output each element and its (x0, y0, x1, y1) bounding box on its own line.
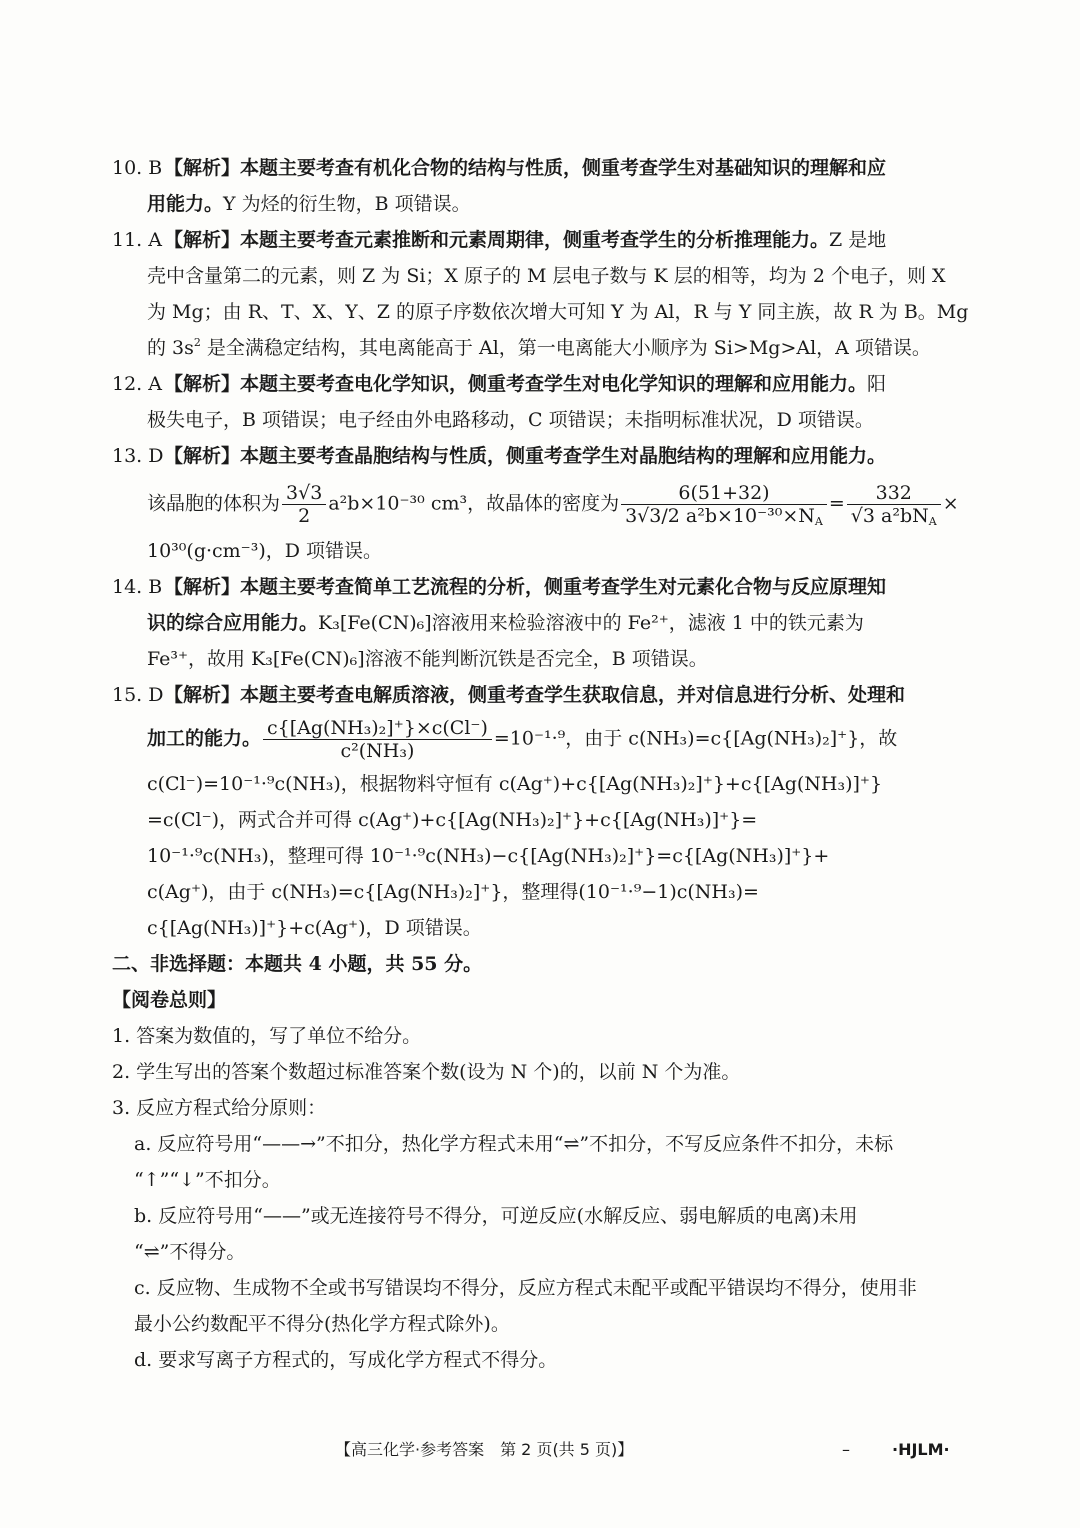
question-14 (112, 569, 970, 677)
subrule-c: c. 反应物、生成物不全或书写错误均不得分，反应方程式未配平或配平错误均不得分，使用非 (134, 1277, 917, 1299)
analysis-text: c{[Ag(NH₃)]⁺}+c(Ag⁺)，D 项错误。 (147, 917, 482, 939)
fraction-denominator (847, 505, 941, 527)
question-number: 15. D (112, 684, 164, 706)
analysis-text: 是全满稳定结构，其电离能高于 Al，第一电离能大小顺序为 Si>Mg>Al，A 项错误。 (200, 337, 931, 359)
analysis-text: 壳中含量第二的元素，则 Z 为 Si；X 原子的 M 层电子数与 K 层的相等，均为 2 个电子，则 X (147, 265, 946, 287)
analysis-text: 10³⁰(g·cm⁻³)，D 项错误。 (147, 540, 383, 562)
fraction (621, 482, 827, 527)
question-11 (112, 222, 970, 366)
subrule-c-cont: 最小公约数配平不得分(热化学方程式除外)。 (134, 1313, 510, 1335)
analysis-text: =c(Cl⁻)，两式合并可得 c(Ag⁺)+c{[Ag(NH₃)₂]⁺}+c{[Ag(NH₃)]⁺}= (147, 809, 758, 831)
analysis-text: 极失电子，B 项错误；电子经由外电路移动，C 项错误；未指明标准状况，D 项错误。 (147, 409, 874, 431)
subscript: A (814, 515, 823, 528)
question-13 (112, 438, 970, 569)
question-number: 14. B (112, 576, 163, 598)
subrule-a-cont: “↑”“↓”不扣分。 (134, 1169, 281, 1191)
analysis-tag: 【解析】 (164, 157, 241, 179)
equation-scoring-rules (112, 1126, 970, 1378)
question-number: 12. A (112, 373, 162, 395)
analysis-text: K₃[Fe(CN)₆]溶液用来检验溶液中的 Fe²⁺，滤液 1 中的铁元素为 (318, 612, 864, 634)
formula-text: 该晶胞的体积为 (147, 492, 281, 515)
analysis-lead: 本题主要考查有机化合物的结构与性质，侧重考查学生对基础知识的理解和应 (240, 157, 887, 179)
superscript: 2 (193, 336, 201, 349)
question-12 (112, 366, 970, 438)
analysis-lead: 本题主要考查元素推断和元素周期律，侧重考查学生的分析推理能力。 (240, 229, 830, 251)
fraction (263, 717, 492, 762)
analysis-text: 为 Mg；由 R、T、X、Y、Z 的原子序数依次增大可知 Y 为 Al，R 与 Y 同主族，故 R 为 B。Mg (147, 301, 969, 323)
subrule-b-cont: “⇌”不得分。 (134, 1241, 246, 1263)
analysis-lead-cont: 识的综合应用能力。 (147, 612, 319, 634)
equilibrium-formula (147, 717, 970, 762)
fraction-numerator: 3√3 (282, 482, 326, 505)
analysis-tag: 【解析】 (164, 576, 241, 598)
fraction-numerator: c{[Ag(NH₃)₂]⁺}×c(Cl⁻) (263, 717, 492, 740)
analysis-text: Z 是地 (829, 229, 887, 251)
analysis-text: Y 为烃的衍生物，B 项错误。 (223, 193, 471, 215)
rule-item: 3. 反应方程式给分原则： (112, 1097, 327, 1119)
analysis-lead: 本题主要考查电解质溶液，侧重考查学生获取信息，并对信息进行分析、处理和 (240, 684, 906, 706)
question-number: 11. A (112, 229, 162, 251)
density-formula: 该晶胞的体积为 $\frac{3√3}{2}$ a²b×10⁻³⁰ cm³，故晶体的密度为 $\frac{6(51+32)}{3√3/2 a^2b\times 10^{-30}\times N_A}$ = $\frac{332}{√3 a^2bN_A}$ × (147, 482, 959, 528)
subrule-b: b. 反应符号用“——”或无连接符号不得分，可逆反应(水解反应、弱电解质的电离)未用 (134, 1205, 858, 1227)
analysis-lead: 本题主要考查简单工艺流程的分析，侧重考查学生对元素化合物与反应原理知 (240, 576, 887, 598)
analysis-text: Fe³⁺，故用 K₃[Fe(CN)₆]溶液不能判断沉铁是否完全，B 项错误。 (147, 648, 708, 670)
analysis-text: 10⁻¹·⁹c(NH₃)，整理可得 10⁻¹·⁹c(NH₃)−c{[Ag(NH₃)₂]⁺}=c{[Ag(NH₃)]⁺}+ (147, 845, 830, 867)
rule-item: 2. 学生写出的答案个数超过标准答案个数(设为 N 个)的，以前 N 个为准。 (112, 1061, 741, 1083)
analysis-text: 的 3s (147, 337, 194, 359)
analysis-lead: 本题主要考查晶胞结构与性质，侧重考查学生对晶胞结构的理解和应用能力。 (240, 445, 887, 467)
footer-dash: – (842, 1440, 850, 1459)
footer-code: ·HJLM· (892, 1440, 950, 1459)
formula-text: a²b×10⁻³⁰ cm³，故晶体的密度为 (328, 492, 620, 515)
subrule-a: a. 反应符号用“——→”不扣分，热化学方程式未用“⇌”不扣分，不写反应条件不扣分，未标 (134, 1133, 894, 1155)
fraction-denominator-text: 3√3/2 a²b×10⁻³⁰×N (625, 505, 815, 527)
page-footer (0, 1432, 1080, 1462)
question-number: 10. B (112, 157, 163, 179)
analysis-lead: 本题主要考查电化学知识，侧重考查学生对电化学知识的理解和应用能力。 (240, 373, 868, 395)
analysis-lead-cont: 用能力。 (147, 193, 224, 215)
analysis-text: 阳 (867, 373, 887, 395)
rules-title: 【阅卷总则】 (112, 989, 227, 1011)
fraction-numerator: 332 (847, 482, 941, 505)
section-heading: 二、非选择题：本题共 4 小题，共 55 分。 (112, 953, 483, 975)
subscript: A (928, 515, 937, 528)
analysis-tag: 【解析】 (164, 229, 241, 251)
fraction-denominator-text: √3 a²bN (850, 505, 929, 527)
question-number: 13. D (112, 445, 164, 467)
fraction-denominator (621, 505, 827, 527)
footer-page-info: 【高三化学·参考答案 第 2 页(共 5 页)】 (335, 1440, 634, 1459)
fraction-denominator: c²(NH₃) (340, 740, 415, 762)
fraction (847, 482, 941, 527)
fraction-numerator: 6(51+32) (621, 482, 827, 505)
fraction (282, 482, 326, 527)
question-15 (112, 677, 970, 946)
analysis-tag: 【解析】 (164, 445, 241, 467)
analysis-tag: 【解析】 (164, 684, 241, 706)
question-10 (112, 150, 970, 222)
rule-item: 1. 答案为数值的，写了单位不给分。 (112, 1025, 422, 1047)
analysis-text: c(Ag⁺)，由于 c(NH₃)=c{[Ag(NH₃)₂]⁺}，整理得(10⁻¹·⁹−1)c(NH₃)= (147, 881, 759, 903)
subrule-d: d. 要求写离子方程式的，写成化学方程式不得分。 (134, 1349, 558, 1371)
answer-page (112, 150, 970, 1378)
fraction-denominator: 2 (298, 505, 311, 527)
analysis-text: c(Cl⁻)=10⁻¹·⁹c(NH₃)，根据物料守恒有 c(Ag⁺)+c{[Ag(NH₃)₂]⁺}+c{[Ag(NH₃)]⁺} (147, 773, 883, 795)
formula-text: =10⁻¹·⁹，由于 c(NH₃)=c{[Ag(NH₃)₂]⁺}，故 (493, 727, 898, 750)
analysis-lead-cont: 加工的能力。 (147, 727, 262, 750)
analysis-tag: 【解析】 (164, 373, 241, 395)
times-sign: × (942, 492, 959, 515)
